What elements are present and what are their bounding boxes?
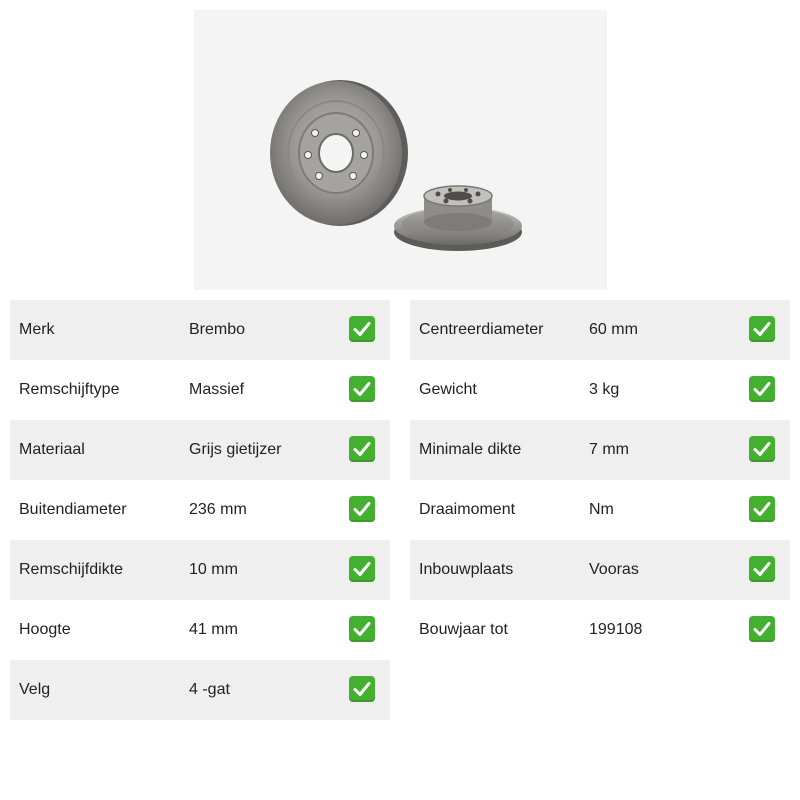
- check-icon: [749, 496, 775, 522]
- check-icon: [349, 436, 375, 462]
- check-icon: [749, 436, 775, 462]
- spec-row-gewicht: [410, 360, 790, 420]
- product-image: [194, 10, 607, 290]
- spec-label: Gewicht: [419, 381, 477, 398]
- spec-list-left: [10, 300, 390, 720]
- spec-label: Draaimoment: [419, 501, 516, 518]
- spec-value: Brembo: [189, 321, 246, 338]
- spec-label: Remschijftype: [19, 381, 120, 398]
- spec-value: 4 -gat: [189, 681, 230, 698]
- spec-row-centreerdiameter: [410, 300, 790, 360]
- spec-value: Vooras: [589, 561, 639, 578]
- check-icon: [349, 376, 375, 402]
- spec-row-materiaal: [10, 420, 390, 480]
- spec-value: 41 mm: [189, 621, 238, 638]
- spec-row-inbouwplaats: [410, 540, 790, 600]
- spec-value: 199108: [589, 621, 643, 638]
- spec-row-hoogte: [10, 600, 390, 660]
- brake-disc-icon: [194, 10, 607, 290]
- spec-label: Velg: [19, 681, 51, 698]
- spec-value: Massief: [189, 381, 245, 398]
- spec-label: Hoogte: [19, 621, 71, 638]
- check-icon: [349, 676, 375, 702]
- spec-row-velg: [10, 660, 390, 720]
- spec-label: Minimale dikte: [419, 441, 522, 458]
- check-icon: [349, 556, 375, 582]
- spec-label: Merk: [19, 321, 55, 338]
- spec-value: 60 mm: [589, 321, 638, 338]
- spec-row-merk: [10, 300, 390, 360]
- check-icon: [749, 316, 775, 342]
- spec-row-remschijfdikte: [10, 540, 390, 600]
- spec-label: Bouwjaar tot: [419, 621, 508, 638]
- spec-value: 10 mm: [189, 561, 238, 578]
- spec-row-bouwjaar-tot: [410, 600, 790, 660]
- spec-value: Grijs gietijzer: [189, 441, 282, 458]
- check-icon: [349, 616, 375, 642]
- check-icon: [749, 376, 775, 402]
- spec-value: Nm: [589, 501, 614, 518]
- spec-label: Centreerdiameter: [419, 321, 544, 338]
- spec-row-minimale-dikte: [410, 420, 790, 480]
- spec-value: 7 mm: [589, 441, 629, 458]
- spec-value: 236 mm: [189, 501, 247, 518]
- spec-label: Buitendiameter: [19, 501, 127, 518]
- check-icon: [349, 316, 375, 342]
- spec-list-right: [410, 300, 790, 660]
- spec-label: Materiaal: [19, 441, 85, 458]
- check-icon: [749, 616, 775, 642]
- spec-row-buitendiameter: [10, 480, 390, 540]
- spec-row-remschijftype: [10, 360, 390, 420]
- check-icon: [749, 556, 775, 582]
- spec-row-draaimoment: [410, 480, 790, 540]
- spec-value: 3 kg: [589, 381, 620, 398]
- spec-label: Inbouwplaats: [419, 561, 514, 578]
- spec-label: Remschijfdikte: [19, 561, 124, 578]
- check-icon: [349, 496, 375, 522]
